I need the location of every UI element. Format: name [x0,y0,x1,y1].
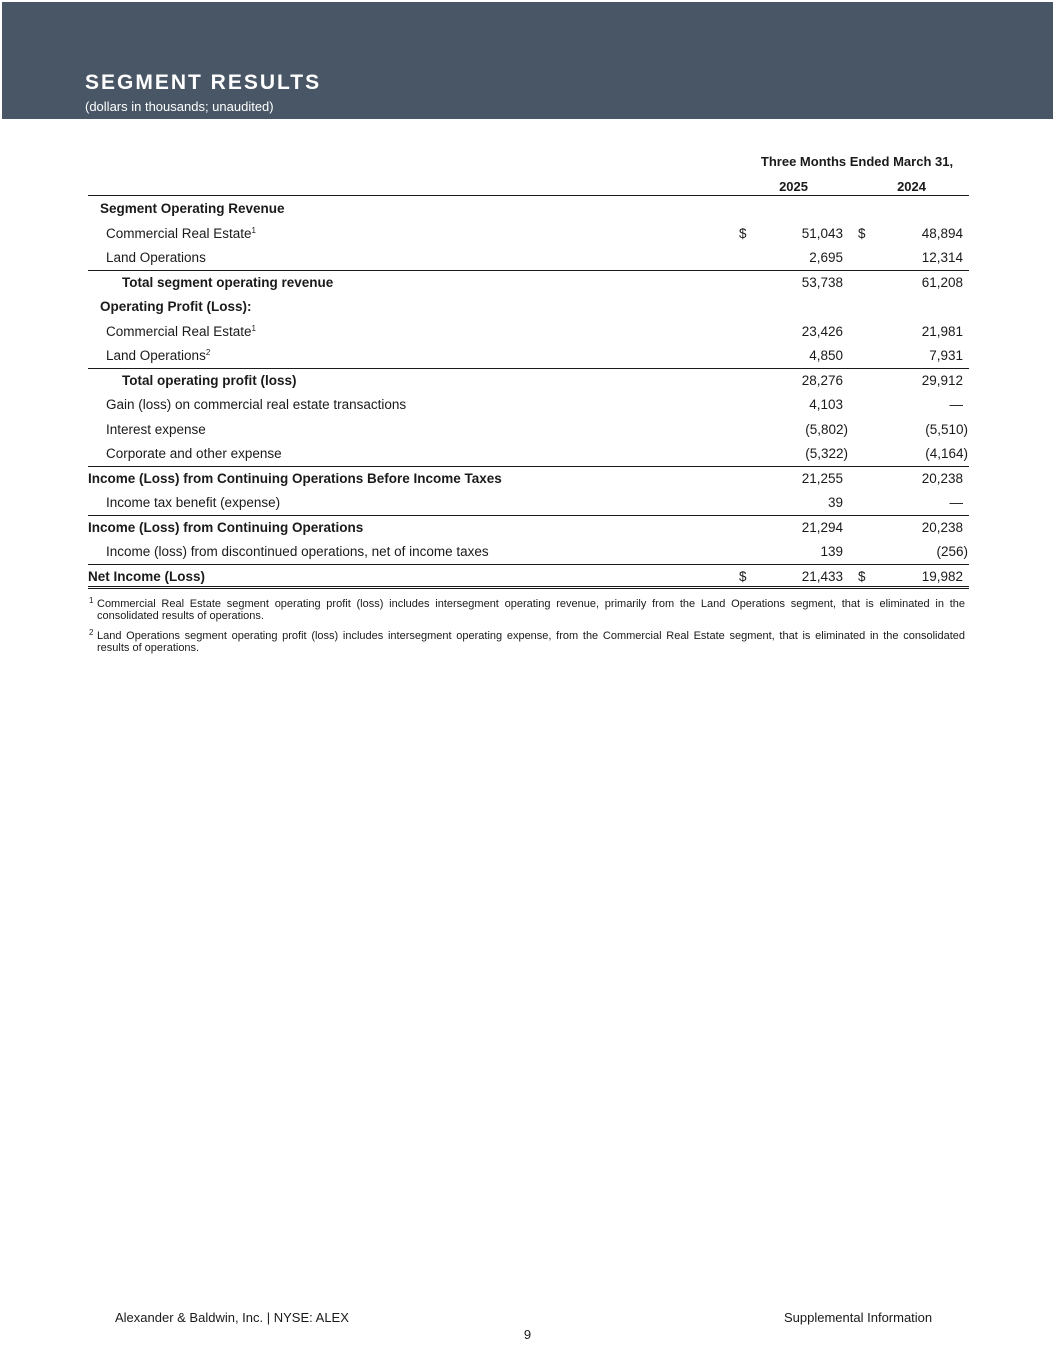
footnote-text: Commercial Real Estate segment operating profit (loss) includes intersegment operating revenue, primarily from the Land Operations segment, that is eliminated in the consolidated results of operations. [97,598,965,622]
year-header-2025: 2025 [779,179,808,194]
value-2025: 139 [820,544,843,559]
table-row [88,320,969,345]
table-row [88,344,969,369]
footnote-mark: 1 [89,596,94,605]
row-label: Commercial Real Estate$^1$ [106,225,256,241]
table-row [88,565,969,590]
footnotes [89,598,965,662]
value-2025: (5,802) [805,421,848,437]
value-2025: 21,255 [801,470,843,486]
value-2025: 21,294 [801,519,843,535]
value-2025: 51,043 [801,225,843,241]
table-row [88,418,969,443]
footnote-mark: 2 [89,628,94,637]
row-label: Land Operations$^2$ [106,348,211,363]
table-row [88,442,969,467]
value-2024: 21,981 [921,323,963,339]
value-2024: 20,238 [921,470,963,486]
value-2025: 4,103 [809,397,843,412]
table-row [88,271,969,296]
year-header-2024: 2024 [897,179,926,194]
row-label: Total operating profit (loss) [122,372,297,388]
value-2025: 4,850 [809,348,843,363]
row-label: Segment Operating Revenue [100,201,285,216]
value-2024: 20,238 [921,519,963,535]
table-row [88,393,969,418]
footer-company: Alexander & Baldwin, Inc. | NYSE: ALEX [115,1310,349,1325]
value-2025: 23,426 [801,323,843,339]
page-title: SEGMENT RESULTS [85,71,322,94]
table-row [88,246,969,271]
value-2025: 2,695 [809,250,843,265]
table-row [88,295,969,320]
row-label: Income tax benefit (expense) [106,495,281,510]
value-2024: 61,208 [921,274,963,290]
value-2024: (256) [936,544,968,559]
row-label: Gain (loss) on commercial real estate transactions [106,397,407,412]
currency-symbol: $ [739,225,747,241]
header-rule [88,195,969,196]
value-2025: 28,276 [801,372,843,388]
footnote-text: Land Operations segment operating profit (loss) includes intersegment operating expense, from the Commercial Real Estate segment, that is eliminated in the consolidated results of operations. [97,630,965,654]
row-label: Income (Loss) from Continuing Operations [88,519,364,535]
table-row [88,540,969,565]
currency-symbol: $ [858,568,866,584]
table-row [88,222,969,247]
table-row [88,369,969,394]
footnote [89,598,965,622]
value-2024: 48,894 [921,225,963,241]
row-label: Income (loss) from discontinued operations, net of income taxes [106,544,489,559]
row-label: Commercial Real Estate$^1$ [106,323,256,339]
page-subtitle: (dollars in thousands; unaudited) [85,99,274,114]
row-label: Income (Loss) from Continuing Operations Before Income Taxes [88,470,502,486]
period-header: Three Months Ended March 31, [760,154,954,169]
value-2024: 29,912 [921,372,963,388]
row-label: Corporate and other expense [106,446,282,461]
row-label: Operating Profit (Loss): [100,299,252,314]
value-2024: 19,982 [921,568,963,584]
value-2024: — [949,495,963,510]
value-2024: — [949,397,963,412]
table-row [88,197,969,222]
page-number: 9 [523,1327,532,1342]
value-2024: 12,314 [921,250,963,265]
value-2025: 53,738 [801,274,843,290]
value-2024: (4,164) [925,446,968,461]
currency-symbol: $ [739,568,747,584]
row-label: Net Income (Loss) [88,568,206,584]
table-row [88,516,969,541]
currency-symbol: $ [858,225,866,241]
row-label: Interest expense [106,421,206,437]
footer-section: Supplemental Information [784,1310,933,1325]
table-row [88,491,969,516]
footnote [89,630,965,654]
value-2025: 21,433 [801,568,843,584]
row-label: Total segment operating revenue [122,274,334,290]
value-2024: 7,931 [929,348,963,363]
value-2025: (5,322) [805,446,848,461]
value-2025: 39 [827,495,843,510]
table-row [88,467,969,492]
value-2024: (5,510) [925,421,968,437]
row-label: Land Operations [106,250,206,265]
